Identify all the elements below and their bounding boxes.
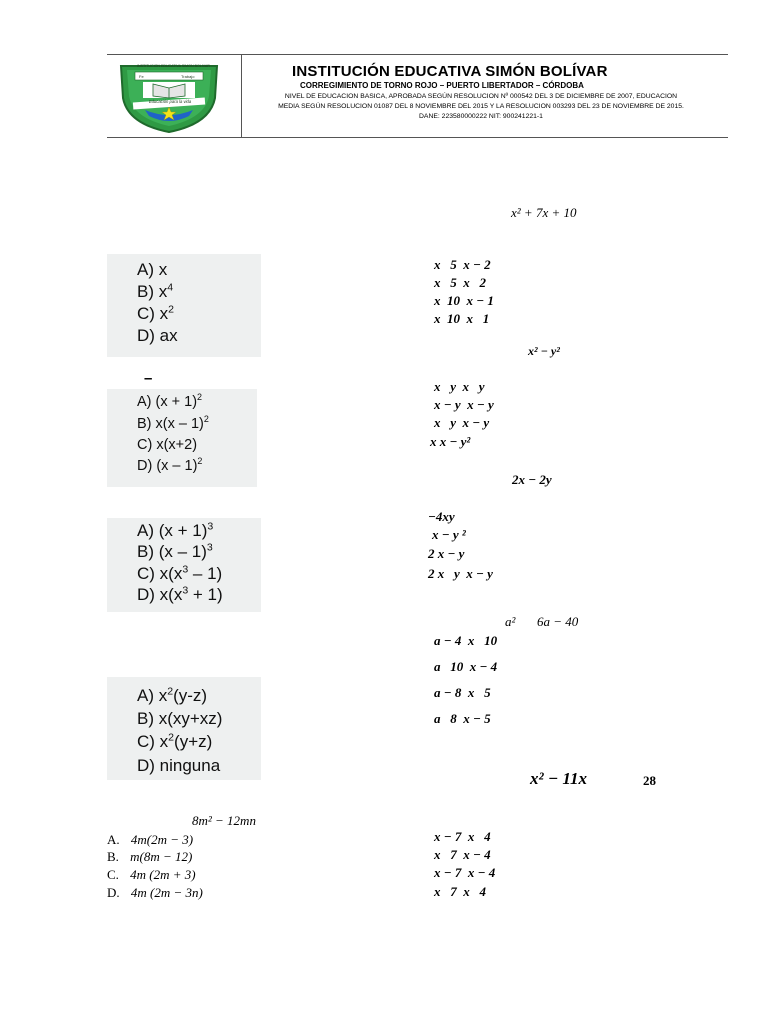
q1-option-c: C) $x^2$ xyxy=(137,303,175,323)
q2-option-a: A) $(x + 1)^2$ xyxy=(137,392,203,410)
header-divider xyxy=(241,54,242,137)
q4-expression-b: 6a − 40 xyxy=(537,614,579,629)
q3-option-c: C) $x(x^3 - 1)$ xyxy=(137,563,223,583)
q5-option-d: D) ninguna xyxy=(137,756,221,775)
q5-option-b: B) x(xy+xz) xyxy=(137,709,223,728)
q3-choice-2: x − y ² xyxy=(432,527,466,542)
q4-choice-2: a 10 x − 4 xyxy=(434,659,498,674)
q1-options-box xyxy=(107,254,261,357)
header-bottom-rule xyxy=(107,137,728,138)
q5-options-box xyxy=(107,677,261,780)
school-subtitle: CORREGIMIENTO DE TORNO ROJO – PUERTO LIBERTADOR – CÓRDOBA xyxy=(300,81,584,90)
logo-word-right: Trabajo xyxy=(181,74,195,79)
q7-expression: 8m² − 12mn xyxy=(192,813,256,828)
school-title: INSTITUCIÓN EDUCATIVA SIMÓN BOLÍVAR xyxy=(292,63,608,80)
q2-expression: x² − y² xyxy=(528,344,560,358)
q3-choice-3: 2 x − y xyxy=(428,546,465,561)
q1-option-a: A) x xyxy=(137,260,168,279)
q2-choice-1: x y x y xyxy=(434,379,485,394)
q5-option-a: A) $x^2(y-z)$ xyxy=(137,685,208,705)
q2-dash: – xyxy=(144,370,153,387)
q1-expression: x² + 7x + 10 xyxy=(511,205,577,220)
q2-choice-2: x − y x − y xyxy=(434,397,494,412)
q7-option-b: B. m(8m − 12) xyxy=(107,849,193,864)
q3-option-d: D) $x(x^3 + 1)$ xyxy=(137,584,223,604)
header-dane-line: DANE: 223580000222 NIT: 900241221-1 xyxy=(419,113,543,120)
q3-choice-1: −4xy xyxy=(428,509,455,524)
logo-ring-text: INSTITUCION EDUCATIVA SIMON BOLIVAR xyxy=(137,64,210,68)
q5-option-c: C) $x^2(y+z)$ xyxy=(137,731,213,751)
q4-expression-a: a² xyxy=(505,614,516,629)
q2-option-d: D) (x – 1)$^2$ xyxy=(137,456,203,474)
logo-motto: Educación para la vida xyxy=(148,99,192,104)
q7-option-d: D. 4m (2m − 3n) xyxy=(107,885,203,900)
q3-option-a: A) $(x + 1)^3$ xyxy=(137,520,214,540)
q2-options-box xyxy=(107,389,257,487)
q7-option-c: C. 4m (2m + 3) xyxy=(107,867,196,882)
logo-word-left: Fe xyxy=(139,74,144,79)
q6-expression-a: x² − 11x xyxy=(530,769,587,788)
header-resolution-line-2: MEDIA SEGÚN RESOLUCION 01087 DEL 8 NOVIEMBRE DEL 2015 Y LA RESOLUCION 003293 DEL 23 DE NOVIEMBRE DE 2015. xyxy=(278,103,684,110)
q6-choice-1: x − 7 x 4 xyxy=(434,829,491,844)
q1-option-d: D) ax xyxy=(137,326,178,345)
q4-choice-3: a − 8 x 5 xyxy=(434,685,491,700)
q4-choice-1: a − 4 x 10 xyxy=(434,633,498,648)
q3-choice-4: 2 x y x − y xyxy=(428,566,493,581)
q2-option-c: C) x(x+2) xyxy=(137,437,198,453)
school-logo xyxy=(115,58,223,134)
q6-choice-4: x 7 x 4 xyxy=(434,884,486,899)
q3-expression: 2x − 2y xyxy=(512,472,552,487)
q7-option-a: A. 4m(2m − 3) xyxy=(107,832,194,847)
q4-choice-4: a 8 x − 5 xyxy=(434,711,491,726)
q1-option-b: B) $x^4$ xyxy=(137,281,174,301)
q2-option-b: B) x(x – 1)$^2$ xyxy=(137,414,209,432)
q1-choice-2: x 5 x 2 xyxy=(434,275,486,290)
q3-option-b: B) (x – 1)$^3$ xyxy=(137,541,213,561)
q6-choice-2: x 7 x − 4 xyxy=(434,847,491,862)
q6-expression-b: 28 xyxy=(643,773,656,788)
q1-choice-1: x 5 x − 2 xyxy=(434,257,491,272)
header-top-rule xyxy=(107,54,728,55)
q1-choice-3: x 10 x − 1 xyxy=(434,293,494,308)
q6-choice-3: x − 7 x − 4 xyxy=(434,865,496,880)
q3-options-box xyxy=(107,518,261,612)
header-resolution-line-1: NIVEL DE EDUCACION BASICA, APROBADA SEGÚN RESOLUCION Nº 000542 DEL 3 DE DICIEMBRE DE 2007, EDUCACION xyxy=(284,93,678,100)
q2-choice-3: x y x − y xyxy=(434,415,490,430)
q1-choice-4: x 10 x 1 xyxy=(434,311,490,326)
q2-choice-4: x x − y² xyxy=(430,434,471,449)
